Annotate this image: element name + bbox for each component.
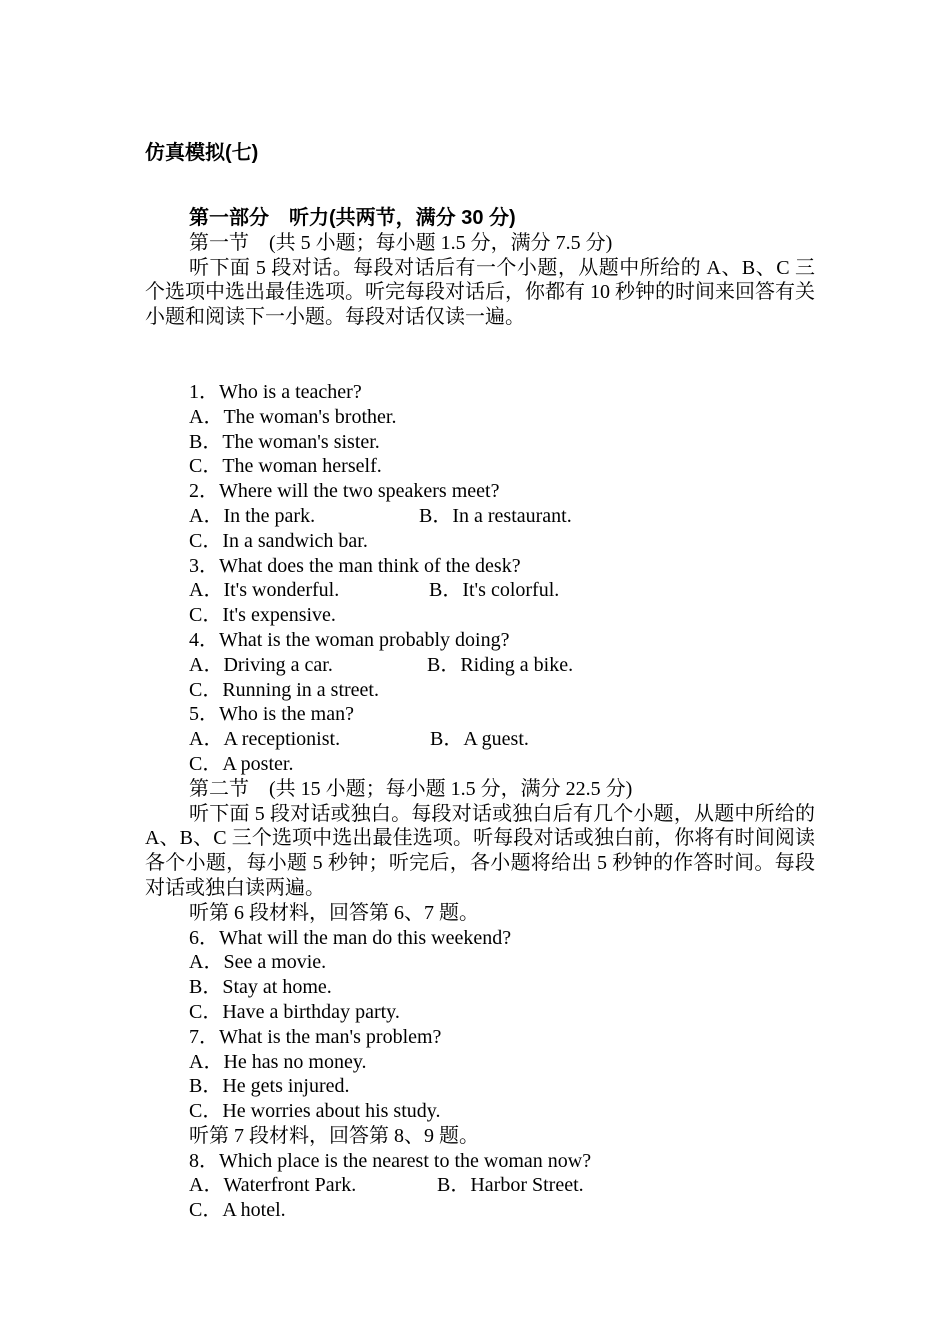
q6-option-c: C．Have a birthday party. bbox=[189, 1000, 400, 1023]
q4-option-a: A．Driving a car. bbox=[189, 653, 333, 676]
part1-heading: 第一部分 听力(共两节，满分 30 分) bbox=[189, 207, 516, 229]
q1-option-c: C．The woman herself. bbox=[189, 455, 382, 478]
q5-option-c: C．A poster. bbox=[189, 752, 294, 775]
material-7-note: 听第 7 段材料，回答第 8、9 题。 bbox=[189, 1124, 479, 1147]
q8-option-c: C．A hotel. bbox=[189, 1199, 286, 1222]
spacer bbox=[145, 330, 815, 380]
q2-option-a: A．In the park. bbox=[189, 504, 316, 527]
q8-option-a: A．Waterfront Park. bbox=[189, 1174, 357, 1197]
question-7: 7．What is the man's problem? bbox=[189, 1025, 442, 1048]
q1-option-b: B．The woman's sister. bbox=[189, 430, 380, 453]
q3-option-c: C．It's expensive. bbox=[189, 604, 336, 627]
question-2: 2．Where will the two speakers meet? bbox=[189, 480, 500, 503]
section1-heading: 第一节 (共 5 小题；每小题 1.5 分，满分 7.5 分) bbox=[189, 231, 613, 254]
question-6: 6．What will the man do this weekend? bbox=[189, 926, 512, 949]
q5-options-ab bbox=[145, 727, 815, 752]
q6-option-a: A．See a movie. bbox=[189, 951, 327, 974]
q7-option-a: A．He has no money. bbox=[189, 1050, 367, 1073]
document-title: 仿真模拟(七) bbox=[145, 142, 259, 164]
q6-option-b: B．Stay at home. bbox=[189, 976, 332, 999]
q3-option-a: A．It's wonderful. bbox=[189, 579, 340, 602]
q4-option-b: B．Riding a bike. bbox=[427, 653, 574, 676]
q5-option-b: B．A guest. bbox=[430, 728, 529, 751]
document-page bbox=[145, 140, 815, 1223]
q2-option-c: C．In a sandwich bar. bbox=[189, 529, 368, 552]
section1-instructions: 听下面 5 段对话。每段对话后有一个小题，从题中所给的 A、B、C 三个选项中选出最佳选项。听完每段对话后，你都有 10 秒钟的时间来回答有关小题和阅读下一小题。每段对话仅读一遍。 bbox=[145, 256, 815, 329]
section2-heading: 第二节 (共 15 小题；每小题 1.5 分，满分 22.5 分) bbox=[189, 777, 633, 800]
q3-option-b: B．It's colorful. bbox=[429, 579, 560, 602]
q5-option-a: A．A receptionist. bbox=[189, 728, 341, 751]
q4-option-c: C．Running in a street. bbox=[189, 678, 379, 701]
question-3: 3．What does the man think of the desk? bbox=[189, 554, 521, 577]
question-5: 5．Who is the man? bbox=[189, 703, 354, 726]
q4-options-ab bbox=[145, 653, 815, 678]
question-4: 4．What is the woman probably doing? bbox=[189, 628, 510, 651]
q8-option-b: B．Harbor Street. bbox=[437, 1174, 584, 1197]
q8-options-ab bbox=[145, 1173, 815, 1198]
material-6-note: 听第 6 段材料，回答第 6、7 题。 bbox=[189, 901, 479, 924]
question-1: 1．Who is a teacher? bbox=[189, 380, 362, 403]
q3-options-ab bbox=[145, 578, 815, 603]
q7-option-c: C．He worries about his study. bbox=[189, 1100, 441, 1123]
question-8: 8．Which place is the nearest to the woman now? bbox=[189, 1149, 592, 1172]
section2-instructions: 听下面 5 段对话或独白。每段对话或独白后有几个小题，从题中所给的 A、B、C 三个选项中选出最佳选项。听每段对话或独白前，你将有时间阅读各个小题，每小题 5 秒钟；听完后，各小题将给出 5 秒钟的作答时间。每段对话或独白读两遍。 bbox=[145, 802, 815, 899]
q7-option-b: B．He gets injured. bbox=[189, 1075, 350, 1098]
q2-options-ab bbox=[145, 504, 815, 529]
q2-option-b: B．In a restaurant. bbox=[419, 504, 572, 527]
q1-option-a: A．The woman's brother. bbox=[189, 405, 397, 428]
